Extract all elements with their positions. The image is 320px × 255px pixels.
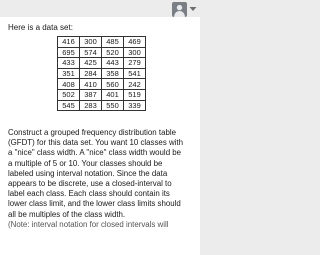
data-table bbox=[57, 36, 146, 111]
table-cell: 541 bbox=[124, 68, 146, 79]
table-cell: 560 bbox=[102, 79, 124, 90]
table-cell: 502 bbox=[58, 89, 80, 100]
table-cell: 283 bbox=[80, 100, 102, 111]
table-cell: 520 bbox=[102, 47, 124, 58]
table-cell: 425 bbox=[80, 58, 102, 69]
table-cell: 242 bbox=[124, 79, 146, 90]
paragraph-line: appears to be discrete, use a closed-interval to bbox=[8, 179, 172, 189]
table-cell: 433 bbox=[58, 58, 80, 69]
paragraph-line: lower class limit, and the lower class limits should bbox=[8, 199, 181, 209]
paragraph-line: (GFDT) for this data set. You want 10 classes with bbox=[8, 138, 183, 148]
paragraph-line: a multiple of 5 or 10. Your classes should be bbox=[8, 158, 163, 168]
table-row bbox=[58, 79, 146, 90]
table-cell: 416 bbox=[58, 37, 80, 48]
intro-text: Here is a data set: bbox=[8, 23, 73, 32]
table-cell: 387 bbox=[80, 89, 102, 100]
table-row bbox=[58, 37, 146, 48]
table-row bbox=[58, 47, 146, 58]
table-cell: 519 bbox=[124, 89, 146, 100]
table-cell: 574 bbox=[80, 47, 102, 58]
table-cell: 300 bbox=[80, 37, 102, 48]
table-row bbox=[58, 58, 146, 69]
table-cell: 550 bbox=[102, 100, 124, 111]
top-bar bbox=[0, 0, 200, 17]
table-cell: 358 bbox=[102, 68, 124, 79]
user-avatar-icon[interactable] bbox=[172, 2, 187, 17]
paragraph-line: all be multiples of the class width. bbox=[8, 209, 126, 219]
table-cell: 339 bbox=[124, 100, 146, 111]
table-cell: 443 bbox=[102, 58, 124, 69]
table-cell: 410 bbox=[80, 79, 102, 90]
table-cell: 401 bbox=[102, 89, 124, 100]
paragraph-line: labeled using interval notation. Since the data bbox=[8, 168, 168, 178]
table-row bbox=[58, 89, 146, 100]
paragraph-line: Construct a grouped frequency distribution table bbox=[8, 128, 176, 137]
paragraph-line: label each class. Each class should contain its bbox=[8, 189, 170, 199]
question-content bbox=[0, 17, 200, 255]
chevron-down-icon[interactable] bbox=[189, 6, 197, 12]
paragraph-line: a "nice" class width. A "nice" class width would be bbox=[8, 148, 182, 158]
table-cell: 279 bbox=[124, 58, 146, 69]
table-cell: 408 bbox=[58, 79, 80, 90]
table-cell: 545 bbox=[58, 100, 80, 111]
table-cell: 485 bbox=[102, 37, 124, 48]
table-cell: 284 bbox=[80, 68, 102, 79]
table-cell: 695 bbox=[58, 47, 80, 58]
table-row bbox=[58, 100, 146, 111]
table-cell: 300 bbox=[124, 47, 146, 58]
table-cell: 351 bbox=[58, 68, 80, 79]
instructions-paragraph bbox=[8, 128, 194, 230]
table-row bbox=[58, 68, 146, 79]
paragraph-line-cutoff: (Note: interval notation for closed intervals will bbox=[8, 219, 169, 229]
table-cell: 469 bbox=[124, 37, 146, 48]
